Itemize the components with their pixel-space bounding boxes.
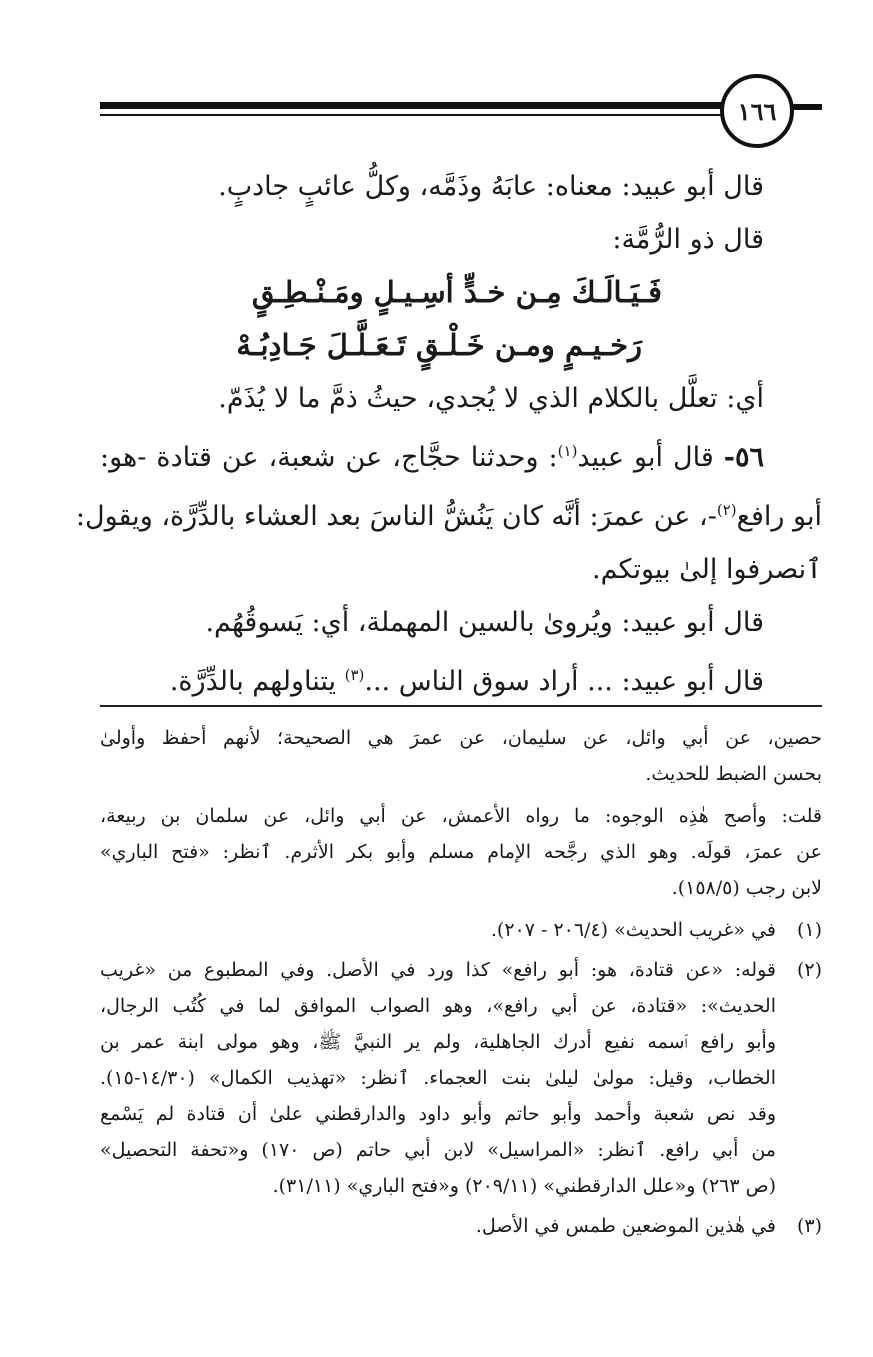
footnote-body	[100, 952, 776, 1204]
footnotes	[100, 720, 822, 1248]
footnote-line: حصين، عن أبي وائل، عن سليمان، عن عمرَ هي الصحيحة؛ لأنهم أحفظ وأولىٰ	[100, 727, 822, 749]
footnote-ref: (٣)	[344, 666, 365, 684]
footnote-mark: (٢)	[796, 959, 822, 981]
footnote-body	[100, 912, 776, 948]
separator-line	[100, 705, 822, 707]
text-line: ٱنصرفوا إلىٰ بيوتكم.	[592, 554, 822, 585]
footnote-continuation	[100, 720, 822, 792]
footnote-line: الحديث»: «قتادة، عن أبي رافع»، وهو الصواب الموافق لما في كُتُب الرجال،	[100, 995, 776, 1017]
text-line	[75, 484, 822, 543]
page-number: ١٦٦	[720, 74, 794, 148]
footnote-line: الخطاب، وقيل: مولىٰ ليلىٰ بنت العجماء. ٱنظر: «تهذيب الكمال» (١٤/٣٠-١٥).	[100, 1067, 776, 1089]
footnote-line: قلت: وأصح هٰذِه الوجوه: ما رواه الأعمش، عن أبي وائل، عن سلمان بن ربيعة،	[100, 805, 822, 827]
footnote-line: قوله: «عن قتادة، هو: أبو رافع» كذا ورد في الأصل. وفي المطبوع من «غريب	[100, 959, 776, 981]
text-span: قال أبو عبيد: ... أراد سوق الناس ...	[364, 666, 764, 697]
header-rule-thick	[100, 102, 727, 109]
verse-line: رَخـيـمٍ ومـن خَـلْـقٍ تَـعَـلَّـلَ جَـادِبُـهْ	[236, 328, 642, 362]
footnote-item	[100, 1208, 822, 1244]
text-line	[100, 649, 822, 708]
text-line: قال ذو الرُّمَّة:	[612, 224, 764, 255]
footnote-ref: (١)	[557, 442, 578, 460]
footnote-mark: (٣)	[796, 1215, 822, 1237]
text-span: يتناولهم بالدِّرَّة.	[169, 666, 345, 697]
footnote-line: (ص ٢٦٣) و«علل الدارقطني» (٢٠٩/١١) و«فتح الباري» (٣١/١١).	[272, 1175, 776, 1197]
header-rule-right	[792, 104, 822, 110]
text-span: -، عن عمرَ: أنَّه كان يَنُشُّ الناسَ بعد العشاء بالدِّرَّة، ويقول:	[75, 501, 717, 532]
footnote-body	[100, 1208, 776, 1244]
text-span: قال أبو عبيد	[577, 442, 714, 473]
footnote-line: في «غريب الحديث» (٢٠٦/٤ - ٢٠٧).	[490, 919, 776, 941]
entry-number: ٥٦-	[723, 442, 764, 473]
footnote-item	[100, 912, 822, 948]
footnote-line: عن عمرَ، قولَه. وهو الذي رجَّحه الإمام مسلم وأبو بكر الأثرم. ٱنظر: «فتح الباري»	[100, 841, 822, 863]
text-span: : وحدثنا حجَّاج، عن شعبة، عن قتادة -هو:	[100, 442, 558, 473]
text-span: أبو رافع	[736, 501, 822, 532]
footnote-mark: (١)	[796, 919, 822, 941]
text-line-numbered	[100, 425, 822, 484]
footnote-line: لابن رجب (١٥٨/٥).	[671, 877, 822, 899]
footnote-line: من أبي رافع. ٱنظر: «المراسيل» لابن أبي حاتم (ص ١٧٠) و«تحفة التحصيل»	[100, 1139, 776, 1161]
page-header	[100, 74, 822, 154]
text-line: قال أبو عبيد: معناه: عابَهُ وذَمَّه، وكلُّ عائبٍ جادبٍ.	[218, 171, 764, 202]
footnote-ref: (٢)	[716, 501, 737, 519]
main-text	[75, 160, 822, 708]
verse-line: فَـيَـالَـكَ مِـن خـدٍّ أسِـيـلٍ ومَـنْـطِـقٍ	[251, 275, 662, 309]
text-line: أي: تعلَّل بالكلام الذي لا يُجدي، حيثُ ذمَّ ما لا يُذَمّ.	[218, 383, 764, 414]
footnote-line: في هٰذين الموضعين طمس في الأصل.	[475, 1215, 776, 1237]
text-line: قال أبو عبيد: ويُروىٰ بالسين المهملة، أي: يَسوقُهُم.	[205, 607, 764, 638]
header-rule-thin	[100, 114, 727, 116]
footnote-line: وأبو رافع ٱسمه نفيع أدرك الجاهلية، ولم ير النبيَّ ﷺ، وهو مولى ابنة عمر بن	[100, 1031, 776, 1053]
footnote-item	[100, 952, 822, 1204]
footnote-line: وقد نص شعبة وأحمد وأبو حاتم وأبو داود والدارقطني علىٰ أن قتادة لم يَسْمع	[100, 1103, 776, 1125]
footnote-continuation	[100, 798, 822, 906]
footnote-line: بحسن الضبط للحديث.	[645, 763, 822, 785]
